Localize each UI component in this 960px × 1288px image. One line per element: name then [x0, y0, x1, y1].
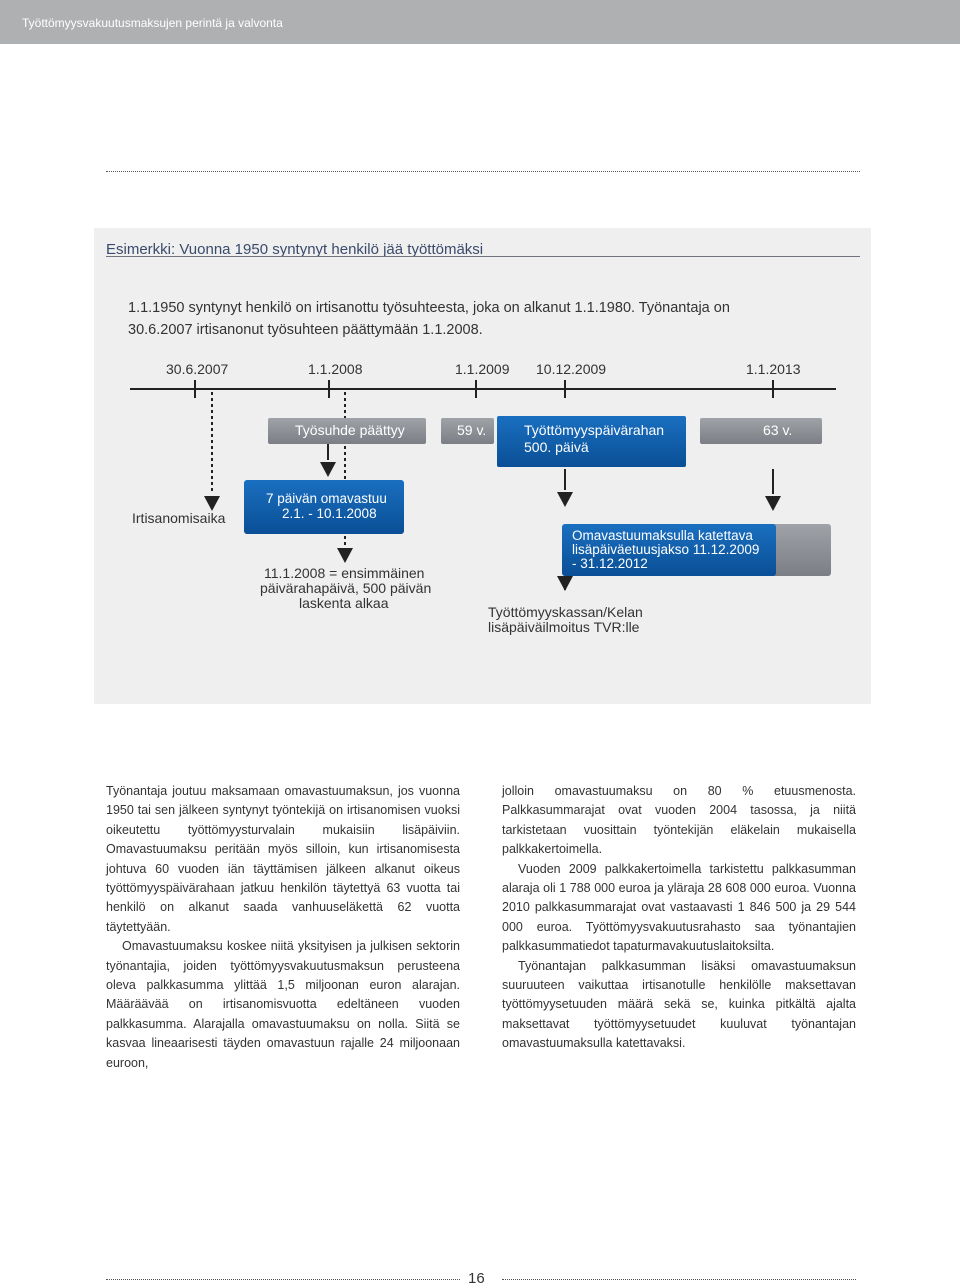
omavastuu-line1: 7 päivän omavastuu — [266, 491, 387, 506]
tvr-line1: Työttömyyskassan/Kelan — [488, 604, 643, 620]
bar-age-59-label: 59 v. — [457, 422, 487, 438]
lisapaiva-line2: lisäpäiväetuusjakso 11.12.2009 — [572, 542, 760, 557]
arrow-irtisanomisaika — [204, 496, 220, 511]
body-right-paragraph-3: Työnantajan palkkasumman lisäksi omavastuumaksun suuruuteen vaikuttaa irtisanotulle henkilölle maksettavan työttömyysetuuden määrä sekä se, kuinka pitkältä ajalta maksettavat työttömyysetuudet kuuluvat työnantajan omavastuumaksulla katettavaksi. — [502, 958, 856, 1051]
callout-lisapaivaetuusjakso — [562, 524, 776, 576]
date-label-30-6-2007: 30.6.2007 — [166, 361, 229, 377]
lisapaiva-line3: - 31.12.2012 — [572, 556, 648, 571]
body-right-paragraph-2: Vuoden 2009 palkkakertoimella tarkistettu palkkasumman alaraja oli 1 788 000 euroa ja yläraja 28 608 000 euroa. Vuonna 2010 palkkasummarajat ovat vastaavasti 1 846 500 ja 29 544 000 euroa. Työttömyysvakuutusrahasto saa työnantajien palkkasummatiedot tapaturmavakuutuslaitoksilta. — [502, 861, 856, 954]
bar-lisapaiva-grey-tail — [773, 524, 831, 576]
arrow-ensimmainen — [337, 548, 353, 563]
date-label-1-1-2008: 1.1.2008 — [308, 361, 363, 377]
ensimmainen-line1: 11.1.2008 = ensimmäinen — [264, 565, 425, 581]
footer-rule-left — [106, 1279, 460, 1280]
callout-omavastuu — [244, 480, 404, 534]
intro-line-2: 30.6.2007 irtisanonut työsuhteen päättymään 1.1.2008. — [128, 322, 483, 338]
example-title: Esimerkki: Vuonna 1950 syntynyt henkilö jää työttömäksi — [106, 241, 484, 258]
date-label-1-1-2009: 1.1.2009 — [455, 361, 510, 377]
body-left-paragraph-2: Omavastuumaksu koskee niitä yksityisen ja julkisen sektorin työnantajia, joiden työttömyysvakuutusmaksun perusteena oleva palkkasumma ylittää 1,5 miljoonan euron alarajan. Määräävää on irtisanomisvuotta edeltäneen vuoden palkkasumma. Alarajalla omavastuumaksu on nolla. Siitä se kasvaa lineaarisesti täyden omavastuun rajalle 24 miljoonaan euroon, — [106, 939, 460, 1070]
body-left-paragraph-1: Työnantaja joutuu maksamaan omavastuumaksun, jos vuonna 1950 tai sen jälkeen syntynyt työntekijä on irtisanomisen vuoksi oikeutettu työttömyysturvalain mukaisiin lisäpäiviin. Omavastuumaksu peritään myös silloin, kun irtisanomisesta johtuva 60 vuoden iän täyttämisen jälkeen alkanut oikeus työttömyyspäivärahaan jatkuu henkilön täytettyä 63 vuotta tai henkilö on alkanut saada vanhuuseläkettä 62 vuotta täytettyään. — [106, 784, 460, 934]
page-number: 16 — [468, 1270, 485, 1287]
bar-age-59 — [441, 418, 494, 444]
date-label-10-12-2009: 10.12.2009 — [536, 361, 607, 377]
footer-rule-right — [502, 1279, 856, 1280]
bar-tyosuhde-label: Työsuhde päättyy — [295, 422, 405, 438]
tvr-line2: lisäpäiväilmoitus TVR:lle — [488, 619, 640, 635]
arrow-lisapaiva-end — [765, 496, 781, 511]
bar-paivaraha-line2: 500. päivä — [524, 439, 589, 455]
bar-tyosuhde-paattyy — [268, 418, 426, 444]
bar-age-63-label: 63 v. — [763, 422, 793, 438]
body-column-right — [502, 782, 856, 1054]
bar-age-63 — [700, 418, 822, 444]
arrow-tvr — [557, 576, 573, 591]
arrow-tyosuhde — [320, 462, 336, 477]
body-right-paragraph-1: jolloin omavastuumaksu on 80 % etuusmenosta. Palkkasummarajat ovat vuoden 2004 tasossa, ja niitä tarkistetaan vuosittain työntekijän eläkelain mukaisella palkkakertoimella. — [502, 784, 856, 857]
ensimmainen-line2: päivärahapäivä, 500 päivän — [260, 580, 432, 596]
body-column-left — [106, 782, 460, 1073]
bar-paivaraha-line1: Työttömyyspäivärahan — [524, 422, 665, 438]
omavastuu-line2: 2.1. - 10.1.2008 — [282, 506, 377, 521]
lisapaiva-line1: Omavastuumaksulla katettava — [572, 528, 753, 543]
label-irtisanomisaika: Irtisanomisaika — [132, 510, 226, 526]
running-header-text: Työttömyysvakuutusmaksujen perintä ja valvonta — [22, 16, 283, 30]
arrow-lisapaiva-start — [557, 492, 573, 507]
date-label-1-1-2013: 1.1.2013 — [746, 361, 801, 377]
intro-line-1: 1.1.1950 syntynyt henkilö on irtisanottu työsuhteesta, joka on alkanut 1.1.1980. Työnantaja on — [128, 300, 730, 316]
bar-paivaraha-500 — [497, 416, 686, 467]
ensimmainen-line3: laskenta alkaa — [299, 595, 389, 611]
